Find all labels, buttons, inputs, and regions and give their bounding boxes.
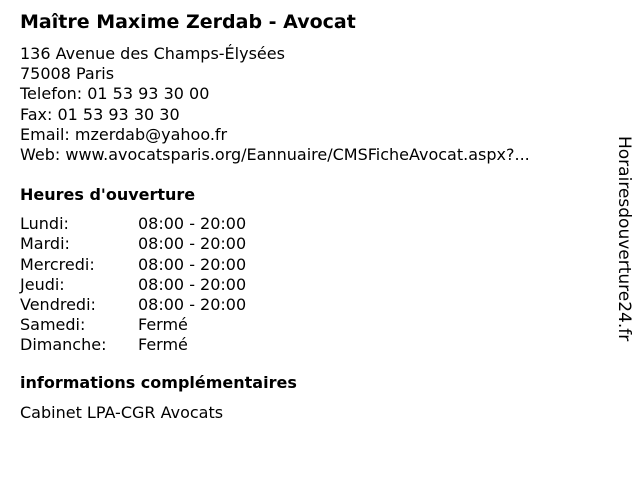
day-label: Dimanche:	[20, 335, 107, 355]
additional-info-text: Cabinet LPA-CGR Avocats	[20, 402, 224, 422]
hours-row	[20, 275, 600, 295]
day-label: Mercredi:	[20, 254, 95, 274]
phone-number: Telefon: 01 53 93 30 00	[20, 84, 210, 104]
hours-value: Fermé	[138, 335, 188, 355]
additional-info-heading: informations complémentaires	[20, 372, 297, 392]
hours-value: 08:00 - 20:00	[138, 214, 247, 234]
site-watermark: Horairesdouverture24.fr	[614, 136, 634, 342]
day-label: Mardi:	[20, 234, 70, 254]
website-url: Web: www.avocatsparis.org/Eannuaire/CMSFicheAvocat.aspx?...	[20, 145, 530, 165]
hours-value: 08:00 - 20:00	[138, 254, 247, 274]
fax-number: Fax: 01 53 93 30 30	[20, 104, 180, 124]
email-address: Email: mzerdab@yahoo.fr	[20, 124, 228, 144]
hours-value: 08:00 - 20:00	[138, 274, 247, 294]
hours-value: 08:00 - 20:00	[138, 234, 247, 254]
business-details	[20, 9, 600, 424]
hours-row	[20, 295, 600, 315]
street-address: 136 Avenue des Champs-Élysées	[20, 44, 285, 63]
hours-value: Fermé	[138, 315, 188, 335]
hours-row	[20, 315, 600, 335]
business-title: Maître Maxime Zerdab - Avocat	[20, 11, 356, 33]
day-label: Vendredi:	[20, 295, 96, 315]
hours-row	[20, 234, 600, 254]
day-label: Lundi:	[20, 214, 69, 234]
hours-value: 08:00 - 20:00	[138, 295, 247, 315]
hours-row	[20, 255, 600, 275]
opening-hours-heading: Heures d'ouverture	[20, 185, 196, 205]
hours-row	[20, 214, 600, 234]
day-label: Samedi:	[20, 315, 86, 335]
day-label: Jeudi:	[20, 274, 65, 294]
opening-hours-list	[20, 214, 600, 355]
hours-row	[20, 335, 600, 355]
city-postcode: 75008 Paris	[20, 64, 115, 84]
